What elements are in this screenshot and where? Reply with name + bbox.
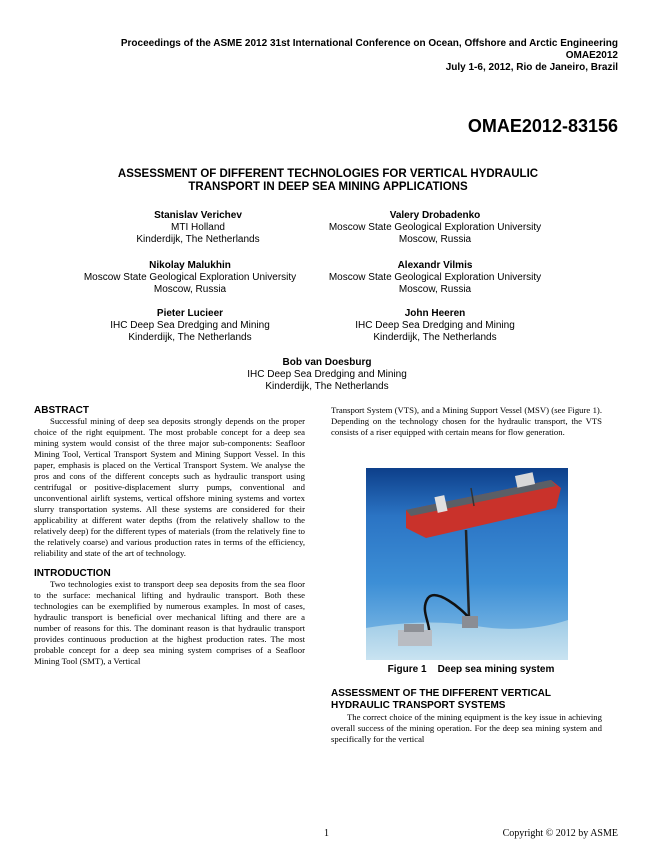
- figure-1-caption: [376, 664, 566, 675]
- author-location: Moscow, Russia: [153, 284, 227, 295]
- introduction-text: Two technologies exist to transport deep sea deposits from the sea floor to the surface: mechanical lifting and hydraulic transport. Both these technologies can be exemplified by numerous examples. In most of cases, hydraulic transport is beneficial over mechanical lifting and there are a number of reasons for this. The dominant reason is that hydraulic transport provides continuous production at the highest production rates. The most probable concept for a deep sea mining system comprises of a Seafloor Mining Tool (SMT), a Vertical: [34, 579, 305, 666]
- author-block: [310, 260, 560, 296]
- title-line-2: TRANSPORT IN DEEP SEA MINING APPLICATIONS: [188, 181, 468, 193]
- author-block: [73, 210, 323, 246]
- author-block: [192, 357, 462, 393]
- author-block: [310, 210, 560, 246]
- author-name: Bob van Doesburg: [282, 357, 372, 368]
- author-block: [65, 260, 315, 296]
- paper-code: OMAE2012-83156: [467, 116, 618, 136]
- author-name: John Heeren: [404, 308, 466, 319]
- intro-continued-text: Transport System (VTS), and a Mining Support Vessel (MSV) (see Figure 1). Depending on the technology chosen for the hydraulic transport, the VTS consists of a riser equipped with certain means for flow generation.: [331, 405, 602, 437]
- author-location: Moscow, Russia: [398, 234, 472, 245]
- author-affiliation: Moscow State Geological Exploration University: [328, 272, 542, 283]
- author-block: [65, 308, 315, 344]
- author-affiliation: IHC Deep Sea Dredging and Mining: [355, 320, 515, 331]
- conference-name: Proceedings of the ASME 2012 31st International Conference on Ocean, Offshore and Arctic Engineering: [120, 38, 618, 49]
- assessment-heading: [331, 688, 602, 712]
- right-column-intro: [331, 405, 602, 438]
- author-name: Valery Drobadenko: [389, 210, 481, 221]
- author-affiliation: MTI Holland: [171, 222, 225, 233]
- figure-caption-text: Deep sea mining system: [437, 664, 555, 675]
- author-affiliation: IHC Deep Sea Dredging and Mining: [247, 369, 407, 380]
- assessment-heading-line-1: ASSESSMENT OF THE DIFFERENT VERTICAL: [331, 688, 552, 699]
- paper-title: [0, 168, 656, 194]
- assessment-body: [331, 712, 602, 745]
- figure-1-image: [366, 468, 568, 660]
- introduction-heading: INTRODUCTION: [34, 568, 111, 579]
- author-name: Pieter Lucieer: [156, 308, 224, 319]
- figure-label: Figure 1: [387, 664, 427, 675]
- author-location: Kinderdijk, The Netherlands: [136, 234, 260, 245]
- conference-header: [121, 38, 618, 74]
- author-location: Kinderdijk, The Netherlands: [265, 381, 389, 392]
- assessment-heading-line-2: HYDRAULIC TRANSPORT SYSTEMS: [331, 700, 506, 711]
- author-location: Kinderdijk, The Netherlands: [373, 332, 497, 343]
- conference-date-location: July 1-6, 2012, Rio de Janeiro, Brazil: [445, 62, 618, 73]
- author-block: [310, 308, 560, 344]
- conference-code: OMAE2012: [565, 50, 618, 61]
- abstract-heading: ABSTRACT: [34, 405, 89, 416]
- abstract-text: Successful mining of deep sea deposits strongly depends on the proper choice of the right equipment. The most probable concept for a deep sea mining system would consist of the three major sub-components: Seafloor Mining Tool, Vertical Transport System and Mining Support Vessel. In this paper, emphasis is placed on the Vertical Transport System. We analyse the pros and cons of the different concepts such as hydraulic transport using centrifugal or positive-displacement slurry pumps, conventional and unconventional airlift systems, vertical offshore mining systems and vortex slurry transportation systems. All these systems are considered for their applicability at different water depths (from the relatively shallow to the relatively deep) for the different types of materials (from the relatively fine to the relatively coarse) and various production rates in terms of the efficiency, reliability and state of the art of technology.: [34, 416, 305, 558]
- assessment-section: [331, 688, 602, 745]
- author-name: Alexandr Vilmis: [397, 260, 473, 271]
- author-name: Nikolay Malukhin: [149, 260, 231, 271]
- author-affiliation: Moscow State Geological Exploration University: [83, 272, 297, 283]
- author-location: Kinderdijk, The Netherlands: [128, 332, 252, 343]
- left-column: [34, 405, 305, 667]
- assessment-text: The correct choice of the mining equipment is the key issue in achieving overall success of the mining operation. For the deep sea mining system and specifically for the vertical: [331, 712, 602, 744]
- author-location: Moscow, Russia: [398, 284, 472, 295]
- author-affiliation: Moscow State Geological Exploration University: [328, 222, 542, 233]
- page-number: 1: [324, 828, 329, 839]
- abstract-body: [34, 416, 305, 559]
- deep-sea-mining-illustration: [366, 468, 568, 660]
- title-line-1: ASSESSMENT OF DIFFERENT TECHNOLOGIES FOR VERTICAL HYDRAULIC: [117, 168, 539, 180]
- copyright-notice: Copyright © 2012 by ASME: [502, 828, 618, 839]
- introduction-body: [34, 579, 305, 667]
- author-name: Stanislav Verichev: [154, 210, 242, 221]
- author-affiliation: IHC Deep Sea Dredging and Mining: [110, 320, 270, 331]
